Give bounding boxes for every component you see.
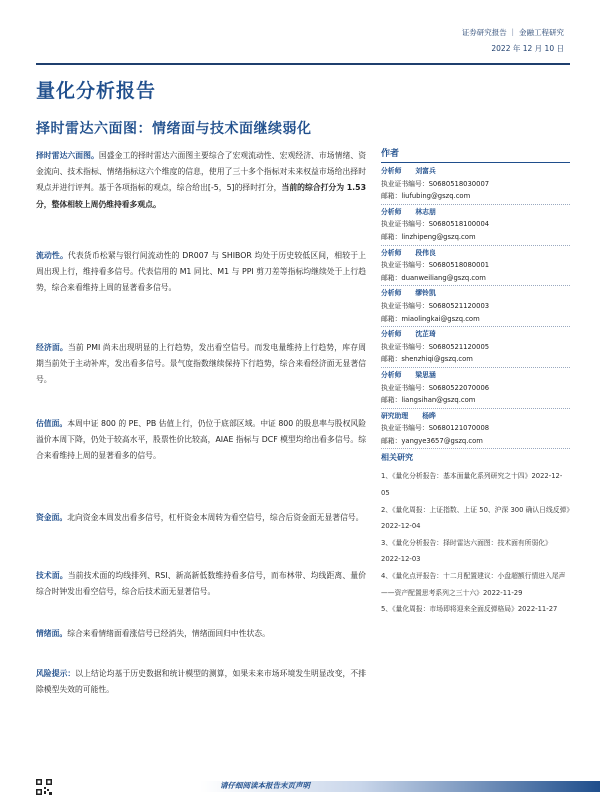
analyst-name: 段伟良 (415, 248, 436, 257)
analyst-email[interactable]: 邮箱：liufubing@gszq.com (381, 192, 471, 201)
analyst-name: 沈芷琦 (415, 330, 436, 339)
report-date: 2022 年 12 月 10 日 (491, 44, 564, 53)
page-footer (0, 778, 600, 800)
summary-paragraph (36, 148, 366, 213)
analyst-role: 研究助理 (381, 411, 409, 420)
analyst-role: 分析师 (381, 370, 402, 379)
risk-paragraph (36, 666, 366, 698)
qr-code-icon (36, 779, 52, 795)
analyst-email[interactable]: 邮箱：yangye3657@gszq.com (381, 436, 483, 445)
report-title: 择时雷达六面图：情绪面与技术面继续弱化 (36, 121, 312, 137)
liquidity-paragraph (36, 248, 366, 297)
analyst-role: 分析师 (381, 207, 402, 216)
analyst-entry (381, 165, 570, 205)
report-type: 量化分析报告 (36, 80, 157, 102)
related-report-link[interactable]: 1、《量化分析报告：基本面量化系列研究之十四》2022-12-05 (381, 472, 563, 498)
analyst-entry (381, 247, 570, 287)
analyst-license: 执业证书编号：S0680121070008 (381, 424, 490, 433)
analyst-name: 缪铃凯 (415, 289, 436, 298)
analyst-heading (381, 165, 570, 178)
analyst-entry (381, 206, 570, 246)
related-list (381, 468, 570, 617)
analyst-heading (381, 328, 570, 341)
analyst-heading (381, 369, 570, 382)
footer-disclaimer: 请仔细阅读本报告末页声明 (220, 781, 310, 790)
analyst-name: 梁思涵 (415, 370, 436, 379)
technical-text: 当前技术面的均线排列、RSI、新高新低数维持看多信号，而布林带、均线距离、量价综合时钟发出看空信号，综合后技术面无显著信号。 (36, 571, 366, 597)
analyst-heading (381, 247, 570, 260)
analyst-name: 杨晔 (422, 411, 436, 420)
analyst-license: 执业证书编号：S0680521120003 (381, 301, 490, 310)
analyst-entry (381, 287, 570, 327)
analyst-entry (381, 410, 570, 450)
related-report-link[interactable]: 4、《量化点评报告：十二月配置建议：小盘超额行情进入尾声——资产配置思考系列之三十六》2022-11-29 (381, 572, 566, 597)
report-category: 证券研究报告 ｜ 金融工程研究 (461, 28, 564, 37)
analyst-heading (381, 410, 570, 423)
analyst-name: 林志朋 (415, 207, 436, 216)
summary-text: 国盛金工的择时雷达六面图主要综合了宏观流动性、宏观经济、市场情绪、资金流向、技术指标、情绪指标这六个维度的信息，使用了三十多个指标对未来权益市场给出择时观点并进行评判。基于各项指标的观点，综合给出[-5，5]的择时打分， (36, 151, 367, 193)
related-report-link[interactable]: 3、《量化分析报告：择时雷达六面图：技术面有所弱化》2022-12-03 (381, 538, 552, 564)
analyst-license: 执业证书编号：S0680518100004 (381, 220, 490, 229)
valuation-paragraph (36, 416, 366, 465)
analyst-role: 分析师 (381, 330, 402, 339)
capital-text: 北向资金本周发出看多信号，杠杆资金本周转为看空信号，综合后资金面无显著信号。 (67, 513, 364, 522)
technical-lead: 技术面。 (36, 571, 68, 580)
analyst-name: 刘富兵 (415, 167, 436, 175)
analyst-list (381, 165, 570, 449)
analyst-entry (381, 328, 570, 368)
authors-heading: 作者 (381, 148, 570, 163)
analyst-role: 分析师 (381, 248, 402, 257)
related-report-link[interactable]: 2、《量化周报：上证指数、上证 50、沪深 300 确认日线反弹》2022-12-04 (381, 505, 570, 531)
summary-emphasis: 当前的综合打分为 1.53 分，整体相较上周仍维持看多观点。 (36, 183, 366, 209)
liquidity-lead: 流动性。 (36, 251, 68, 260)
economy-paragraph (36, 340, 366, 389)
analyst-license: 执业证书编号：S0680521120005 (381, 342, 490, 351)
analyst-email[interactable]: 邮箱：shenzhiqi@gszq.com (381, 355, 473, 364)
related-heading: 相关研究 (381, 453, 413, 463)
valuation-lead: 估值面。 (36, 419, 68, 428)
sentiment-lead: 情绪面。 (36, 629, 68, 638)
analyst-email[interactable]: 邮箱：linzhipeng@gszq.com (381, 232, 476, 241)
analyst-license: 执业证书编号：S0680522070006 (381, 383, 490, 392)
analyst-email[interactable]: 邮箱：duanweiliang@gszq.com (381, 273, 486, 282)
related-report-link[interactable]: 5、《量化周报：市场即将迎来全面反弹格局》2022-11-27 (381, 605, 558, 614)
liquidity-text: 代表货币松紧与银行间流动性的 DR007 与 SHIBOR 均处于历史较低区间，相较于上周出现上行，维持看多信号。代表信用的 M1 同比、M1 与 PPI 剪刀差等指标均继续处于上行趋势，综合来看维持上周的显著看多信号。 (36, 251, 366, 293)
summary-lead: 择时雷达六面图。 (36, 151, 99, 160)
analyst-role: 分析师 (381, 167, 402, 175)
analyst-email[interactable]: 邮箱：miaolingkai@gszq.com (381, 314, 480, 323)
valuation-text: 本周中证 800 的 PE、PB 估值上行，仍位于底部区域。中证 800 的股息率与股权风险溢价本周下降，仍处于较高水平，股票性价比较高，AIAE 指标与 DCF 模型均给出看多信号。综合来看维持上周的显著看多的信号。 (36, 419, 367, 461)
capital-lead: 资金面。 (36, 513, 68, 522)
sentiment-paragraph (36, 626, 366, 642)
risk-text: 以上结论均基于历史数据和统计模型的测算，如果未来市场环境发生明显改变，不排除模型失效的可能性。 (36, 669, 366, 695)
sentiment-text: 综合来看情绪面看涨信号已经消失，情绪面回归中性状态。 (67, 629, 270, 638)
economy-text: 当前 PMI 尚未出现明显的上行趋势，发出看空信号。而发电量维持上行趋势，库存周期当前处于主动补库，发出看多信号。景气度指数继续保持下行趋势，综合来看经济面无显著信号。 (36, 343, 367, 385)
analyst-heading (381, 206, 570, 219)
report-header (462, 25, 564, 57)
risk-lead: 风险提示： (36, 669, 76, 678)
analyst-role: 分析师 (381, 289, 402, 298)
header-divider (36, 63, 570, 65)
technical-paragraph (36, 568, 366, 600)
sidebar (381, 148, 570, 618)
analyst-heading (381, 287, 570, 300)
analyst-license: 执业证书编号：S0680518030007 (381, 179, 490, 188)
analyst-license: 执业证书编号：S0680518080001 (381, 261, 490, 270)
analyst-email[interactable]: 邮箱：liangsihan@gszq.com (381, 396, 476, 405)
analyst-entry (381, 369, 570, 409)
capital-paragraph (36, 510, 366, 526)
economy-lead: 经济面。 (36, 343, 68, 352)
